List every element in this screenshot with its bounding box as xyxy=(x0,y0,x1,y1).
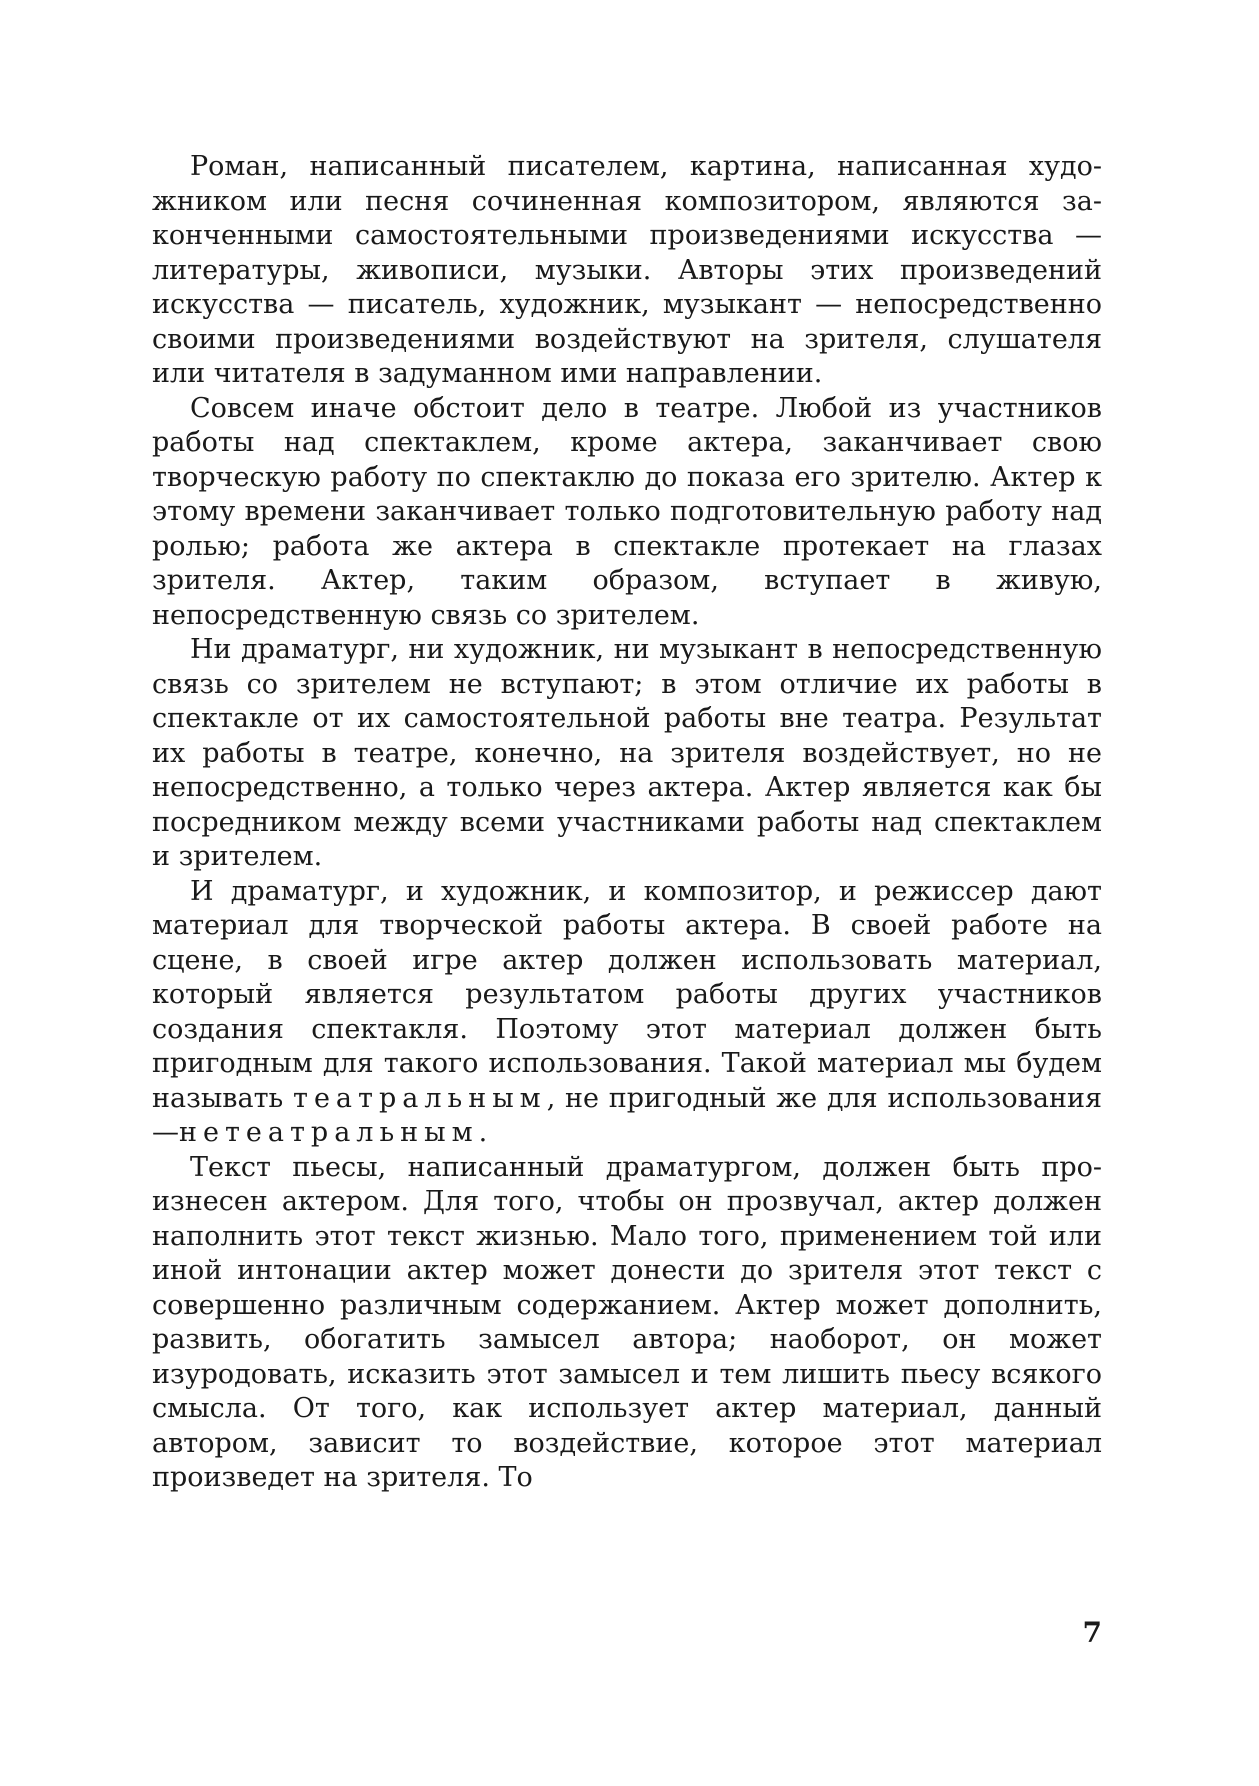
paragraph-3: Ни драматург, ни художник, ни музыкант в непосредственную связь со зрителем не вступают; в этом отличие их работы в спектакле от их самостоятельной работы вне театра. Результат их работы в театре, конечно, на зрителя воздействует, но не непосредственно, а только через актера. Актер является как бы посредником между всеми участниками работы над спектаклем и зрителем. xyxy=(152,634,1102,872)
term-non-theatrical: нетеатральным xyxy=(179,1117,479,1148)
paragraph-4-intro: И драматург, и художник, и композитор, и режиссер дают материал для творческой работы актера. В своей работе на сцене, в своей игре актер должен использовать материал, который является результатом работы других участников создания спектакля. Поэтому этот материал должен быть пригодным для такого использования. Такой материал мы будем называть xyxy=(152,875,1102,1114)
paragraph-2: Совсем иначе обстоит дело в театре. Любой из участников работы над спектаклем, кроме актера, заканчивает свою творческую работу по спектаклю до показа его зрителю. Актер к этому времени заканчивает только подготовительную работу над ролью; работа же актера в спектакле протекает на глазах зрителя. Актер, таким образом, вступает в живую, непосредственную связь со зрителем. xyxy=(152,392,1102,631)
term-theatrical: театральным xyxy=(293,1082,547,1114)
page-body xyxy=(152,150,1102,1496)
paragraph-4-middle: , не пригодный же для использования — xyxy=(152,1082,1102,1148)
page-number: 7 xyxy=(1082,1616,1102,1649)
paragraph-4 xyxy=(152,875,1102,1151)
paragraph-4-end: . xyxy=(478,1117,488,1148)
paragraph-5: Текст пьесы, написанный драматургом, должен быть произнесен актером. Для того, чтобы он прозвучал, актер должен наполнить этот текст жизнью. Мало того, применением той или иной интонации актер может донести до зрителя этот текст с совершенно различным содержанием. Актер может дополнить, развить, обогатить замысел автора; наоборот, он может изуродовать, исказить этот замысел и тем лишить пьесу всякого смысла. От того, как использует актер материал, данный автором, зависит то воздействие, которое этот материал произведет на зрителя. То xyxy=(152,1151,1102,1493)
paragraph-1: Роман, написанный писателем, картина, написанная художником или песня сочиненная композитором, являются законченными самостоятельными произведениями искусства — литературы, живописи, музыки. Авторы этих произведений искусства — писатель, художник, музыкант — непосредственно своими произведениями воздействуют на зрителя, слушателя или читателя в задуманном ими направлении. xyxy=(152,151,1102,389)
